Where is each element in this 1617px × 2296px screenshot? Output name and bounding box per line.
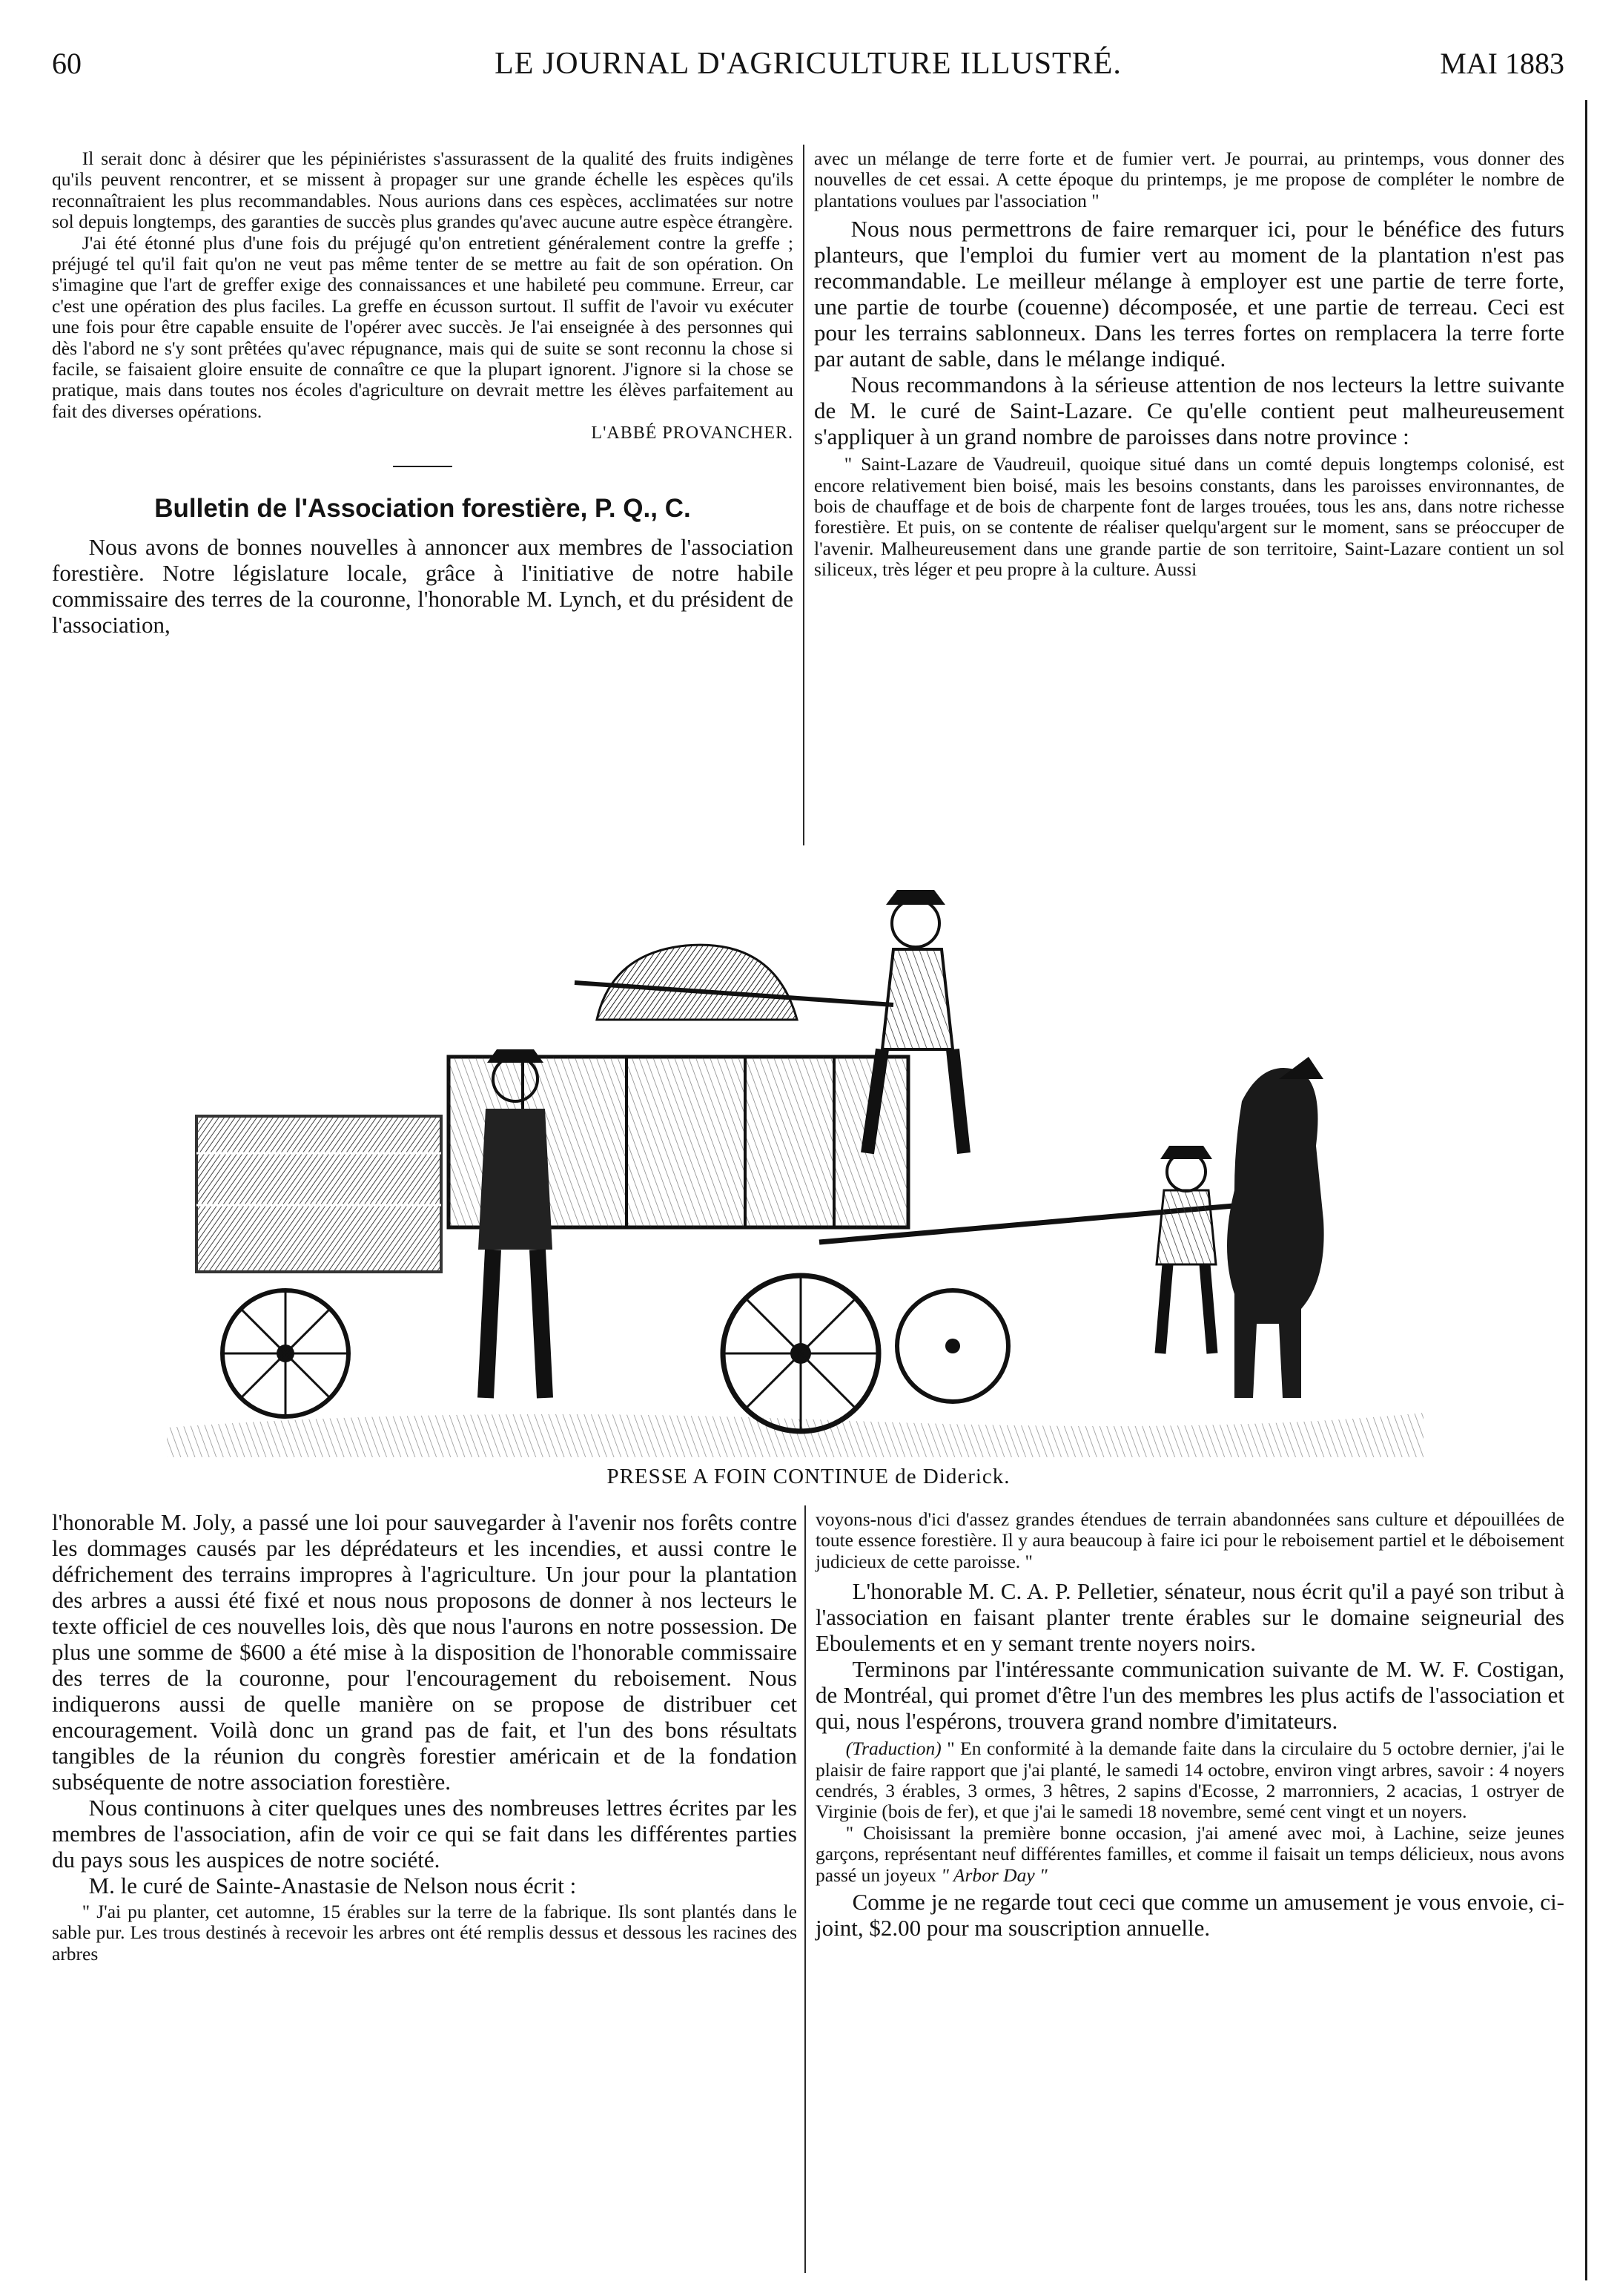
paragraph: Terminons par l'intéressante communication suivante de M. W. F. Costigan, de Montréal, qui promet d'être l'un des membres les plus actifs de l'association et qui, nous l'espérons, trouvera grand nombre d'imitateurs. [816,1656,1564,1735]
quoted-letter: voyons-nous d'ici d'assez grandes étendues de terrain abandonnées sans culture et dépouillées de toute essence forestière. Il y aura beaucoup à faire ici pour le reboisement partiel et le déboisement judicieux de cette paroisse. " [816,1508,1564,1572]
paragraph: Il serait donc à désirer que les pépiniéristes s'assurassent de la qualité des fruits indigènes qu'ils peuvent rencontrer, et se missent à propager sur une grande échelle les espèces qu'ils reconnaîtraient les plus recommandables. Nous aurions dans ces espèces, acclimatées sur notre sol depuis longtemps, des garanties de succès plus grandes qu'avec aucune autre espèce étrangère. [52,148,793,233]
column-right-bottom [816,1509,1564,1941]
section-divider [393,466,452,467]
illustration-caption: PRESSE A FOIN CONTINUE de Diderick. [606,1465,1011,1488]
translated-letter: (Traduction) " En conformité à la demande faite dans la circulaire du 5 octobre dernier, j'ai le plaisir de faire rapport que j'ai planté, le samedi 14 octobre, environ vingt arbres, savoir : 4 noyers cendrés, 3 érables, 3 ormes, 3 hêtres, 2 sapins d'Ecosse, 2 marronniers, 2 acacias, 1 ostryer de Virginie (bois de fer), et que j'ai le samedi 18 novembre, semé cent vingt et un noyers. [816,1738,1564,1823]
quoted-letter: " Choisissant la première bonne occasion, j'ai amené avec moi, à Lachine, seize jeunes garçons, représentant neuf différentes familles, et comme il faisait un temps délicieux, nous avons passé un joyeux " Arbor Day " [816,1821,1564,1886]
translation-label: (Traduction) [845,1738,942,1760]
right-margin-rule [1585,100,1587,2280]
column-left-bottom [52,1509,797,1965]
column-left-top [52,148,793,638]
paragraph: avec un mélange de terre forte et de fumier vert. Je pourrai, au printemps, vous donner des nouvelles de cet essai. A cette époque du printemps, je me propose de compléter le nombre de plantations voulues par l'association " [814,148,1564,211]
paragraph: M. le curé de Sainte-Anastasie de Nelson nous écrit : [88,1873,577,1899]
quoted-letter: " J'ai pu planter, cet automne, 15 érables sur la terre de la fabrique. Ils sont plantés dans le sable pur. Les trous destinés à recevoir les arbres ont été remplis dessus et dessous les racines des arbres [52,1901,797,1965]
journal-title: LE JOURNAL D'AGRICULTURE ILLUSTRÉ. [495,47,1122,81]
paragraph: Nous avons de bonnes nouvelles à annoncer aux membres de l'association forestière. Notre législature locale, grâce à l'initiative de notre habile commissaire des terres de la couronne, l'honorable M. Lynch, et du président de l'association, [52,534,793,639]
issue-date: MAI 1883 [1440,47,1564,80]
signature: L'ABBÉ PROVANCHER. [591,423,793,443]
page-header [52,46,1564,90]
hay-press-engraving [167,834,1423,1457]
column-divider-top [803,145,804,845]
page-number: 60 [52,47,82,80]
paragraph: L'honorable M. C. A. P. Pelletier, sénateur, nous écrit qu'il a payé son tribut à l'association en faisant planter trente érables sur le domaine seigneurial des Eboulements et en y semant trente noyers noirs. [816,1578,1564,1657]
quoted-letter: " Saint-Lazare de Vaudreuil, quoique situé dans un comté depuis longtemps colonisé, est encore relativement bien boisé, mais les besoins constants, dans les paroisses environnantes, de bois de chauffage et de bois de charpente font de larges trouées, tous les ans, dans notre richesse forestière. Et puis, on se contente de réaliser quelqu'argent sur le moment, sans se préoccuper de l'avenir. Malheureusement dans une grande partie de son territoire, Saint-Lazare contient un sol siliceux, très léger et peu propre à la culture. Aussi [814,453,1564,581]
section-heading: Bulletin de l'Association forestière, P. Q., C. [154,494,691,524]
paragraph: Nous recommandons à la sérieuse attention de nos lecteurs la lettre suivante de M. le curé de Saint-Lazare. Ce qu'elle contient peut malheureusement s'appliquer à un grand nombre de paroisses dans notre province : [814,372,1564,450]
arbor-day-label: " Arbor Day " [941,1864,1048,1886]
column-divider-bottom [804,1505,806,2273]
paragraph: Nous nous permettrons de faire remarquer ici, pour le bénéfice des futurs planteurs, que l'emploi du fumier vert au moment de la plantation n'est pas recommandable. Le meilleur mélange à employer est une partie de terre forte, une partie de tourbe (couenne) décomposée, et une partie de terreau. Ceci est pour les terrains sablonneux. Dans les terres fortes on remplacera la terre forte par autant de sable, dans le mélange indiqué. [814,216,1564,372]
column-right-top [814,148,1564,581]
paragraph: l'honorable M. Joly, a passé une loi pour sauvegarder à l'avenir nos forêts contre les dommages causés par les déprédateurs et les incendies, et aussi contre le défrichement des terrains impropres à l'agriculture. Un jour pour la plantation des arbres a aussi été fixé et nous nous proposons de donner à nos lecteurs le texte officiel de ces nouvelles lois, dès que nous l'aurons en notre possession. De plus une somme de $600 a été mise à la disposition de l'honorable commissaire des terres de la couronne, pour l'encouragement du reboisement. Nous indiquerons aussi de quelle manière on se propose de distribuer cet encouragement. Voilà donc un grand pas de fait, et l'un des bons résultats tangibles de la réunion du congrès forestier américain et de la fondation subséquente de notre association forestière. [52,1509,797,1795]
paragraph: Comme je ne regarde tout ceci que comme un amusement je vous envoie, ci-joint, $2.00 pour ma souscription annuelle. [816,1889,1564,1942]
paragraph: J'ai été étonné plus d'une fois du préjugé qu'on entretient généralement contre la greffe ; préjugé tel qu'il fait qu'on ne veut pas même tenter de se mettre au fait de son opération. On s'imagine que l'art de greffer exige des connaissances et une habileté peu commune. Erreur, car c'est une opération des plus faciles. La greffe en écusson surtout. Il suffit de l'avoir vu exécuter une fois pour être capable ensuite de l'opérer avec succès. Je l'ai enseignée à des personnes qui dès l'abord ne s'y sont prêtées qu'avec répugnance, mais qui de suite se sont reconnu la chose si facile, se faisaient gloire ensuite de connaître ce que la plupart ignorent. J'ignore si la chose se pratique, mais dans toutes nos écoles d'agriculture on devrait mettre les élèves parfaitement au fait des diverses opérations. [52,231,793,422]
paragraph: Nous continuons à citer quelques unes des nombreuses lettres écrites par les membres de l'association, afin de voir ce qui se fait dans les différentes parties du pays sous les auspices de notre société. [52,1795,797,1873]
